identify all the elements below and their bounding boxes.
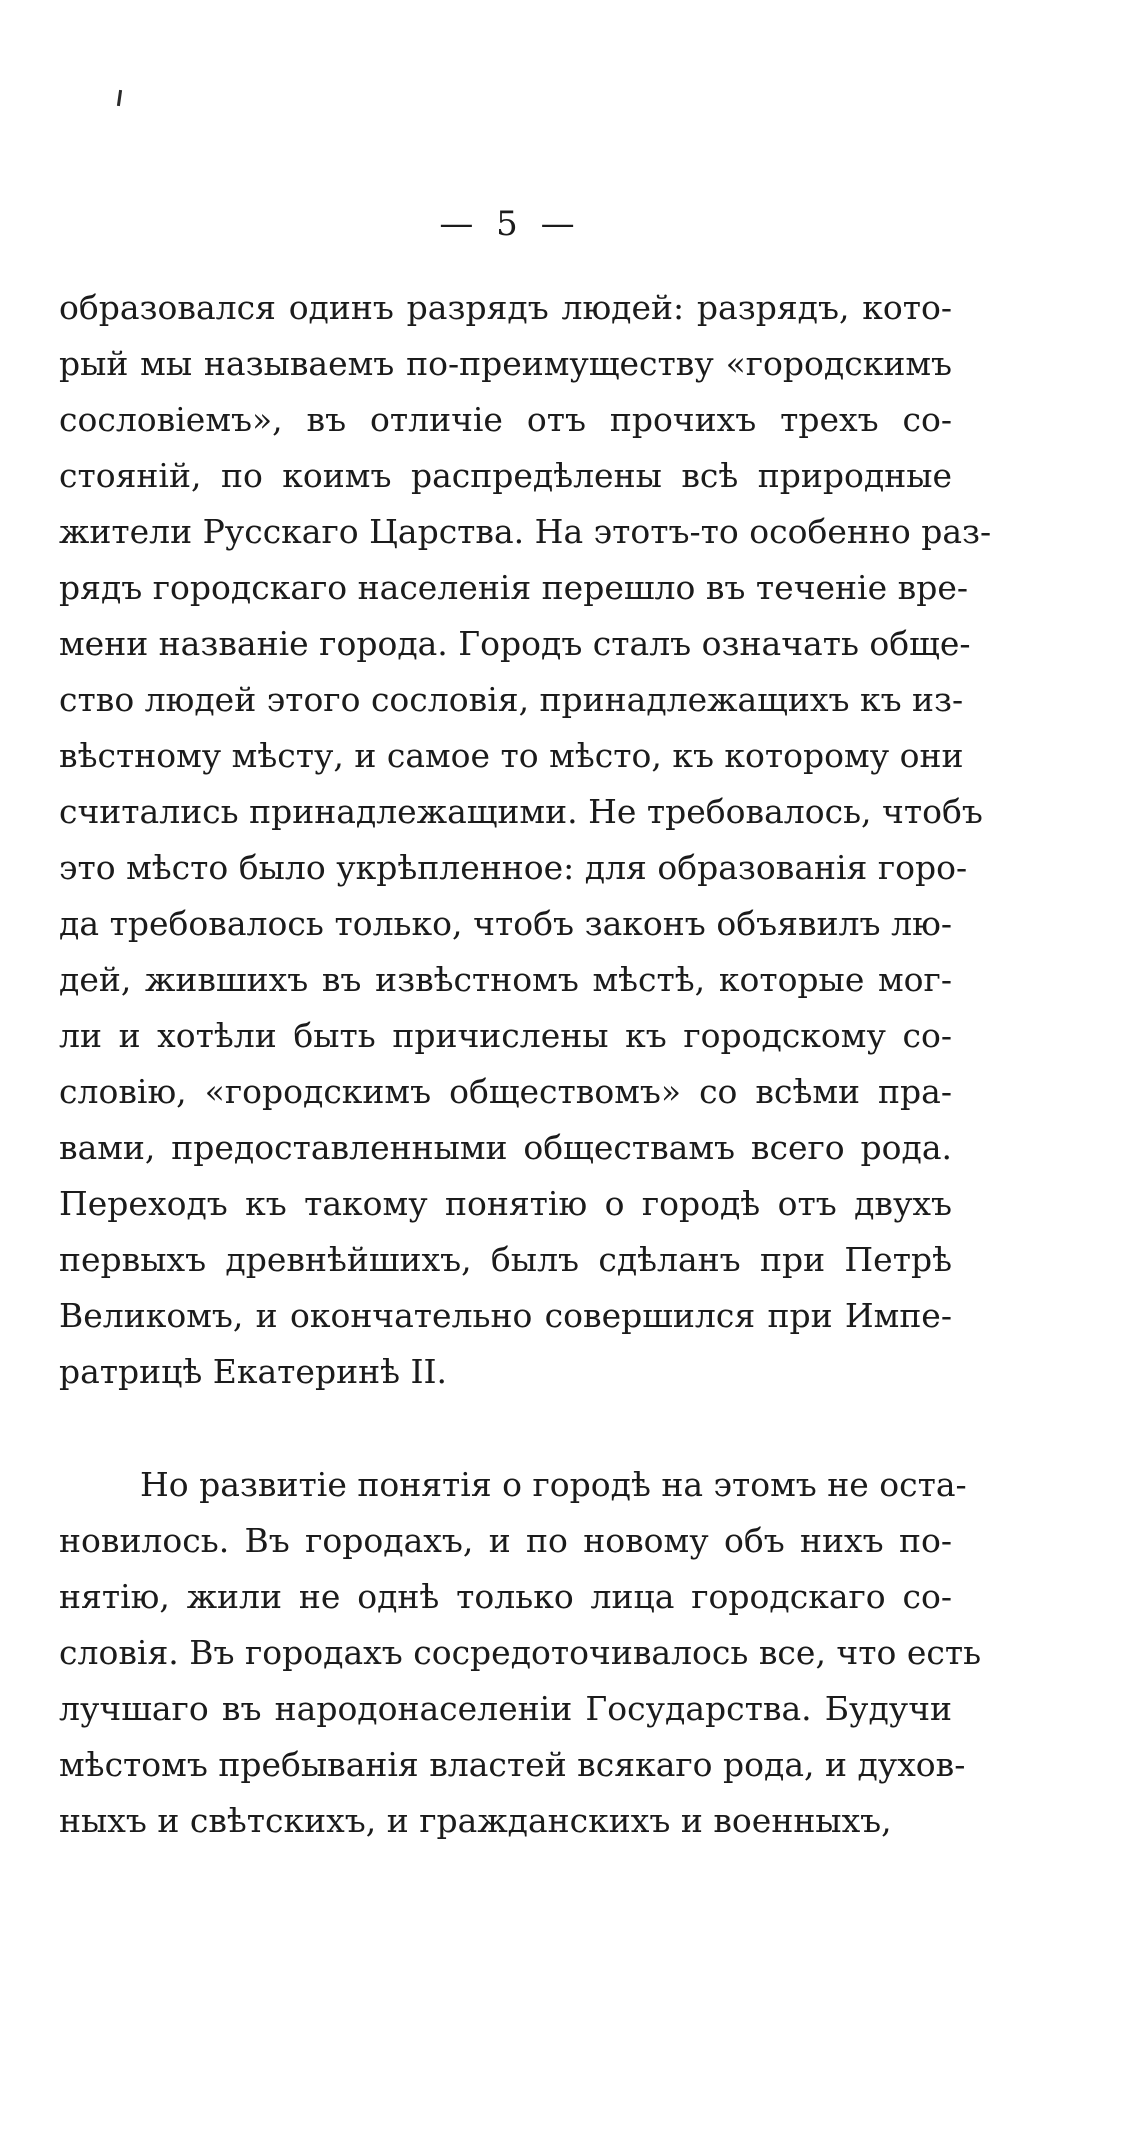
text-line: это мѣсто было укрѣпленное: для образованія горо- — [59, 848, 968, 887]
text-line: жители Русскаго Царства. На этотъ-то особенно раз- — [59, 512, 992, 551]
page-number: — 5 — — [439, 204, 581, 244]
text-line: ство людей этого сословія, принадлежащихъ къ из- — [59, 680, 964, 719]
text-line: сословіемъ», въ отличіе отъ прочихъ трехъ со- — [59, 400, 952, 439]
text-line: мени названіе города. Городъ сталъ означать обще- — [59, 624, 971, 663]
text-line: рый мы называемъ по-преимуществу «городскимъ — [59, 344, 952, 383]
text-line: вѣстному мѣсту, и самое то мѣсто, къ которому они — [59, 736, 964, 775]
ink-mark — [117, 90, 122, 106]
text-line: ли и хотѣли быть причислены къ городскому со- — [59, 1016, 952, 1055]
text-line: ныхъ и свѣтскихъ, и гражданскихъ и военныхъ, — [59, 1801, 892, 1840]
text-line: Но развитіе понятія о городѣ на этомъ не оста- — [140, 1465, 967, 1504]
text-line: первыхъ древнѣйшихъ, былъ сдѣланъ при Петрѣ — [59, 1240, 952, 1279]
text-line: лучшаго въ народонаселеніи Государства. Будучи — [59, 1689, 952, 1728]
text-line: стояній, по коимъ распредѣлены всѣ природные — [59, 456, 952, 495]
text-line: ратрицѣ Екатеринѣ II. — [59, 1352, 448, 1391]
text-line: рядъ городскаго населенія перешло въ теченіе вре- — [59, 568, 968, 607]
text-line: да требовалось только, чтобъ законъ объявилъ лю- — [59, 904, 952, 943]
text-line: мѣстомъ пребыванія властей всякаго рода, и духов- — [59, 1745, 966, 1784]
text-line: новилось. Въ городахъ, и по новому объ нихъ по- — [59, 1521, 952, 1560]
text-line: вами, предоставленными обществамъ всего рода. — [59, 1128, 952, 1167]
text-line: Великомъ, и окончательно совершился при Импе- — [59, 1296, 952, 1335]
text-line: дей, жившихъ въ извѣстномъ мѣстѣ, которые мог- — [59, 960, 952, 999]
text-line: считались принадлежащими. Не требовалось, чтобъ — [59, 792, 983, 831]
text-line: образовался одинъ разрядъ людей: разрядъ, кото- — [59, 288, 952, 327]
text-line: словія. Въ городахъ сосредоточивалось все, что есть — [59, 1633, 982, 1672]
text-line: нятію, жили не однѣ только лица городскаго со- — [59, 1577, 952, 1616]
text-line: Переходъ къ такому понятію о городѣ отъ двухъ — [59, 1184, 952, 1223]
text-line: словію, «городскимъ обществомъ» со всѣми пра- — [59, 1072, 952, 1111]
